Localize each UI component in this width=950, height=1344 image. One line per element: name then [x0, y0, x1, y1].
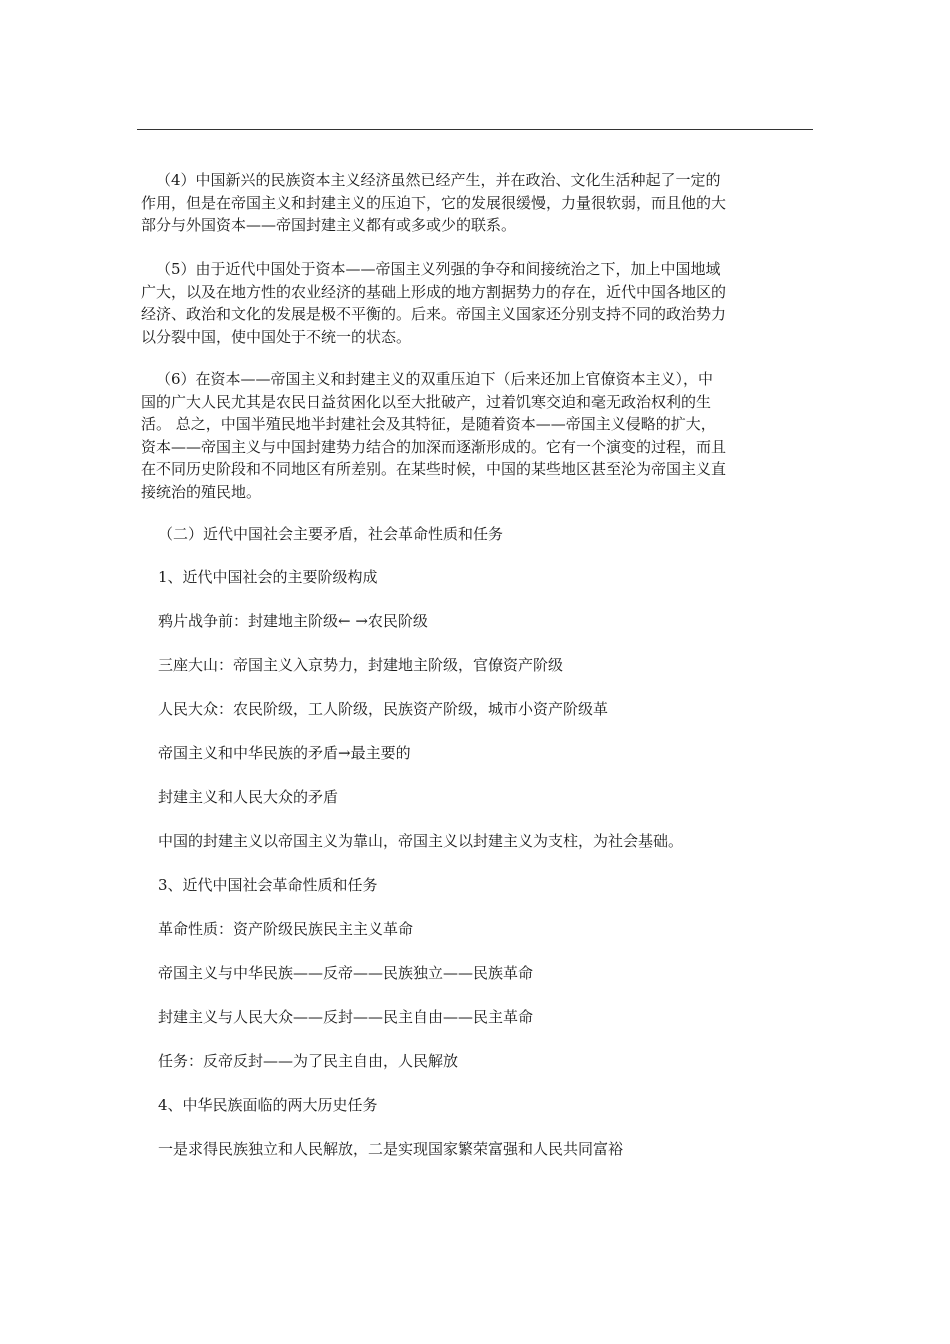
subsection-heading: 1、近代中国社会的主要阶级构成 [158, 568, 378, 586]
section-heading: （二）近代中国社会主要矛盾，社会革命性质和任务 [158, 525, 504, 543]
paragraph-6 [141, 368, 816, 503]
text-line: 人民大众：农民阶级，工人阶级，民族资产阶级，城市小资产阶级革 [158, 700, 609, 718]
paragraph-line: 接统治的殖民地。 [141, 482, 262, 501]
paragraph-line: 以分裂中国，使中国处于不统一的状态。 [141, 327, 412, 346]
text-line: 中国的封建主义以帝国主义为靠山，帝国主义以封建主义为支柱，为社会基础。 [158, 832, 684, 850]
text-line: 鸦片战争前：封建地主阶级← →农民阶级 [158, 612, 428, 630]
paragraph-line: 广大，以及在地方性的农业经济的基础上形成的地方割据势力的存在，近代中国各地区的 [141, 282, 727, 301]
paragraph-line: 经济、政治和文化的发展是极不平衡的。后来。帝国主义国家还分别支持不同的政治势力 [141, 305, 727, 323]
paragraph-line: 国的广大人民尤其是农民日益贫困化以至大批破产，过着饥寒交迫和毫无政治权利的生 [141, 392, 712, 411]
paragraph-line: 资本——帝国主义与中国封建势力结合的加深而逐渐形成的。它有一个演变的过程，而且 [141, 437, 727, 456]
paragraph-line: （5）由于近代中国处于资本——帝国主义列强的争夺和间接统治之下，加上中国地域 [156, 260, 721, 278]
text-line: 帝国主义与中华民族——反帝——民族独立——民族革命 [158, 964, 534, 982]
subsection-heading: 3、近代中国社会革命性质和任务 [158, 876, 378, 894]
paragraph-line: 作用，但是在帝国主义和封建主义的压迫下，它的发展很缓慢，力量很软弱，而且他的大 [141, 193, 727, 212]
paragraph-line: 部分与外国资本——帝国封建主义都有或多或少的联系。 [141, 216, 517, 234]
text-line: 三座大山：帝国主义入京势力，封建地主阶级，官僚资产阶级 [158, 656, 564, 674]
header-rule [137, 129, 813, 130]
text-line: 一是求得民族独立和人民解放，二是实现国家繁荣富强和人民共同富裕 [158, 1140, 624, 1158]
paragraph-line: （4）中国新兴的民族资本主义经济虽然已经产生，并在政治、文化生活种起了一定的 [156, 171, 721, 189]
text-line: 任务：反帝反封——为了民主自由，人民解放 [158, 1052, 459, 1070]
paragraph-line: 在不同历史阶段和不同地区有所差别。在某些时候，中国的某些地区甚至沦为帝国主义直 [141, 460, 727, 478]
text-line: 封建主义与人民大众——反封——民主自由——民主革命 [158, 1008, 534, 1026]
text-line: 封建主义和人民大众的矛盾 [158, 788, 339, 806]
paragraph-4 [141, 169, 816, 237]
text-line: 革命性质：资产阶级民族民主主义革命 [158, 920, 414, 938]
paragraph-line: （6）在资本——帝国主义和封建主义的双重压迫下（后来还加上官僚资本主义），中 [156, 370, 714, 388]
paragraph-line: 活。 总之，中国半殖民地半封建社会及其特征，是随着资本——帝国主义侵略的扩大， [141, 415, 716, 433]
text-line: 帝国主义和中华民族的矛盾→最主要的 [158, 744, 411, 762]
paragraph-5 [141, 258, 816, 348]
subsection-heading: 4、中华民族面临的两大历史任务 [158, 1096, 378, 1114]
